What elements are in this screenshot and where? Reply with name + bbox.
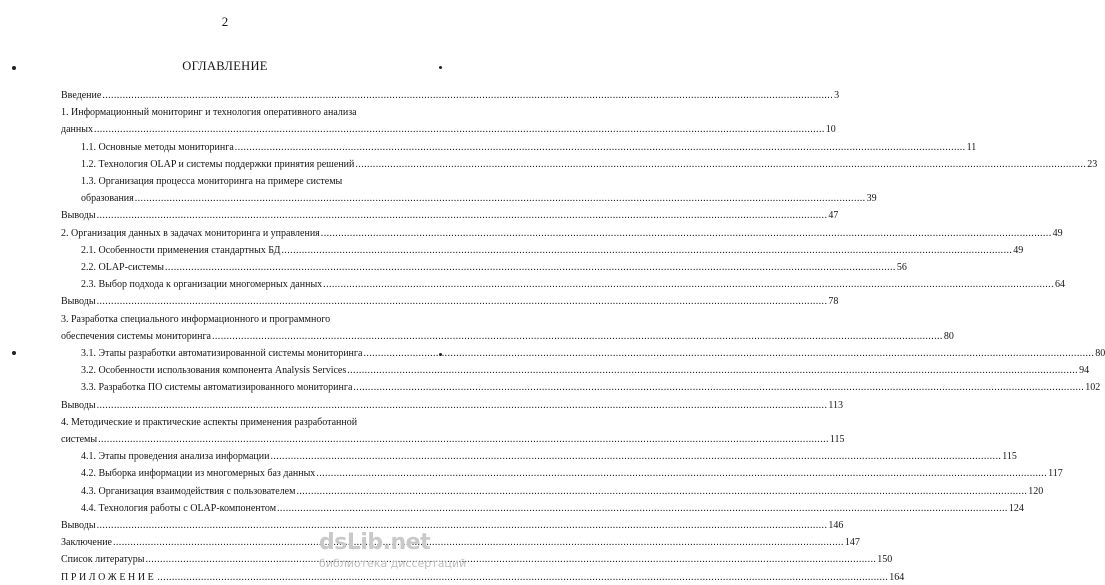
toc-entry xyxy=(81,346,1105,361)
toc-entry xyxy=(61,398,844,413)
toc-entry-text: 4. Методические и практические аспекты применения разработанной xyxy=(61,416,358,428)
toc-page-number: 49 xyxy=(1052,227,1063,239)
watermark-subtitle: библиотека диссертаций xyxy=(319,557,467,570)
toc-entry-text: Выводы xyxy=(61,520,96,531)
toc-page-number: 115 xyxy=(829,434,845,445)
toc-dot-leader xyxy=(97,518,828,533)
toc-page-number: 147 xyxy=(844,537,860,549)
toc-entry-text: 4.2. Выборка информации из многомерных баз данных xyxy=(81,468,316,480)
toc-entry xyxy=(61,329,954,344)
toc-dot-leader xyxy=(316,466,1047,481)
toc-entry xyxy=(81,484,1044,499)
toc-entry-text: системы xyxy=(61,434,98,445)
toc-entry-text: 2.1. Особенности применения стандартных БД xyxy=(81,244,281,256)
toc-page-number: 120 xyxy=(1028,485,1044,497)
toc-dot-leader xyxy=(235,140,966,155)
toc-dot-leader xyxy=(97,294,828,309)
toc-page-number: 23 xyxy=(1087,158,1098,170)
toc-page-number: 56 xyxy=(896,262,907,273)
toc-entry-text: 4.3. Организация взаимодействия с пользователем xyxy=(81,485,296,497)
toc-page-number: 3 xyxy=(834,90,840,101)
toc-page-number: 102 xyxy=(1085,382,1101,394)
toc-page-number: 11 xyxy=(966,141,977,153)
page-number: 2 xyxy=(221,14,229,29)
toc-entry xyxy=(81,501,1024,516)
toc-page-number: 10 xyxy=(825,124,836,136)
toc-entry-text: Введение xyxy=(61,90,102,101)
toc-title: ОГЛАВЛЕНИЕ xyxy=(182,59,268,73)
toc-entry-text: 2. Организация данных в задачах мониторинга и управления xyxy=(61,227,320,239)
toc-entry xyxy=(81,243,1024,258)
toc-entry-text: 3. Разработка специального информационного и программного xyxy=(61,313,331,325)
toc-entry-text: 3.2. Особенности использования компонента Analysis Services xyxy=(81,365,347,377)
toc-dot-leader xyxy=(94,122,825,137)
toc-entry xyxy=(61,208,839,223)
toc-page-number: 117 xyxy=(1048,468,1063,480)
toc-dot-leader xyxy=(97,398,828,413)
toc-dot-leader xyxy=(157,570,888,585)
toc-entry-text: 2.2. OLAP-системы xyxy=(81,262,165,273)
toc-entry xyxy=(81,157,1098,172)
toc-page-number: 80 xyxy=(1095,348,1105,359)
toc-entry xyxy=(81,140,977,155)
toc-entry-text: Список литературы xyxy=(61,554,145,566)
toc-dot-leader xyxy=(270,449,1001,464)
toc-dot-leader xyxy=(363,346,1094,361)
toc-entry-text: Выводы xyxy=(61,296,96,308)
toc-entry xyxy=(81,260,907,275)
toc-entry-text: Заключение xyxy=(61,537,112,549)
toc-entry xyxy=(81,363,1090,378)
toc-entry-text: 1.3. Организация процесса мониторинга на примере системы xyxy=(81,176,343,187)
toc-entry-text: Выводы xyxy=(61,399,96,411)
toc-entry-text: образования xyxy=(81,193,134,205)
toc-entry xyxy=(61,226,1063,241)
toc-page-number: 150 xyxy=(877,554,893,566)
toc-dot-leader xyxy=(323,277,1054,292)
toc-entry xyxy=(81,277,1065,292)
toc-entry xyxy=(61,432,845,447)
toc-entry-line xyxy=(61,105,406,120)
toc-entry xyxy=(81,449,1017,464)
toc-dot-leader xyxy=(98,432,829,447)
watermark xyxy=(319,530,467,578)
toc-dot-leader xyxy=(113,535,844,550)
toc-page-number: 78 xyxy=(828,296,839,308)
toc-page-number: 113 xyxy=(828,399,844,411)
toc-entry-text: 1.1. Основные методы мониторинга xyxy=(81,141,234,153)
toc-entry-line xyxy=(61,312,406,327)
toc-page-number: 164 xyxy=(889,571,905,583)
toc-entry-text: 1.2. Технология OLAP и системы поддержки принятия решений xyxy=(81,158,355,170)
toc-entry-text: 4.4. Технология работы с OLAP-компонентом xyxy=(81,502,277,514)
toc-dot-leader xyxy=(347,363,1078,378)
toc-entry-text: 2.3. Выбор подхода к организации многомерных данных xyxy=(81,279,323,291)
toc-dot-leader xyxy=(97,208,828,223)
toc-entry xyxy=(81,191,877,206)
toc-page-number: 80 xyxy=(943,330,954,342)
toc-entry-text: 4.1. Этапы проведения анализа информации xyxy=(81,451,270,463)
toc-entry xyxy=(81,466,1063,481)
toc-dot-leader xyxy=(281,243,1012,258)
toc-entry-text: ПРИЛОЖЕНИЕ xyxy=(61,571,157,583)
toc-page-number: 146 xyxy=(828,520,844,531)
toc-page-number: 124 xyxy=(1008,502,1024,514)
toc-entry-text: Выводы xyxy=(61,210,96,222)
toc-dot-leader xyxy=(355,157,1086,172)
toc-entry-text: данных xyxy=(61,124,93,136)
toc-dot-leader xyxy=(165,260,896,275)
toc-dot-leader xyxy=(321,226,1052,241)
toc-dot-leader xyxy=(135,191,866,206)
toc-page-number: 94 xyxy=(1079,365,1090,377)
toc-entry-text: обеспечения системы мониторинга xyxy=(61,330,211,342)
toc-entry xyxy=(61,294,839,309)
toc-dot-leader xyxy=(296,484,1027,499)
toc-entry-line xyxy=(61,415,406,430)
toc-page-number: 64 xyxy=(1054,279,1065,291)
toc-dot-leader xyxy=(277,501,1008,516)
toc-entry-text: 3.1. Этапы разработки автоматизированной системы мониторинга xyxy=(81,348,363,359)
toc-page-number: 47 xyxy=(828,210,839,222)
toc-dot-leader xyxy=(353,380,1084,395)
toc-entry-text: 3.3. Разработка ПО системы автоматизированного мониторинга xyxy=(81,382,353,394)
toc-entry xyxy=(61,88,840,103)
toc-entry-line xyxy=(81,174,406,189)
toc-page-number: 49 xyxy=(1013,244,1024,256)
toc-entry-text: 1. Информационный мониторинг и технология оперативного анализа xyxy=(61,107,357,119)
toc-page-number: 115 xyxy=(1002,451,1017,463)
toc-dot-leader xyxy=(212,329,943,344)
toc-dot-leader xyxy=(102,88,833,103)
toc-page-number: 39 xyxy=(866,193,877,205)
watermark-logo: dsLib.net xyxy=(319,530,431,555)
toc-dot-leader xyxy=(145,552,876,567)
toc-entry xyxy=(61,122,836,137)
toc-entry xyxy=(81,380,1101,395)
